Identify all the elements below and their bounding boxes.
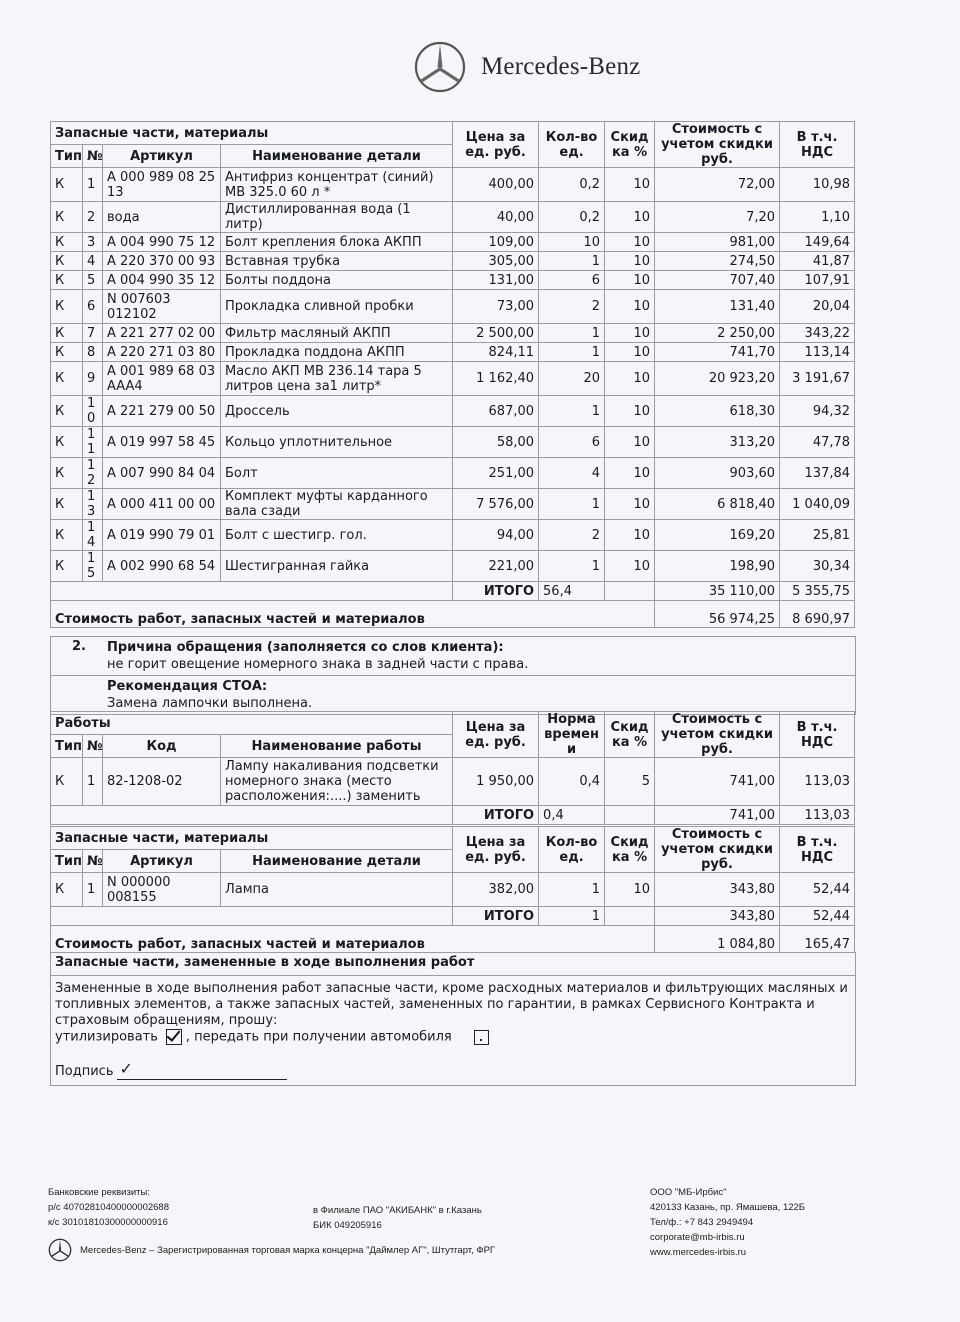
cell-cost: 2 250,00 (655, 324, 780, 343)
table-row (51, 290, 855, 324)
cell-vat: 113,14 (780, 343, 855, 362)
col-vat: В т.ч. НДС (780, 122, 855, 168)
bank-account: р/с 40702810400000002688 (48, 1202, 169, 1213)
parts2-col-type: Тип (51, 850, 83, 873)
cell-type: К (51, 271, 83, 290)
parts-table (50, 121, 855, 628)
table-row (51, 343, 855, 362)
cell-vat: 20,04 (780, 290, 855, 324)
bank-branch-block (313, 1203, 482, 1233)
cell-no: 5 (83, 271, 103, 290)
cell-no: 1 (83, 873, 103, 907)
option-dispose-label: утилизировать (55, 1029, 158, 1045)
cell-name: Антифриз концентрат (синий) MB 325.0 60 л * (221, 168, 453, 202)
signature-field[interactable] (117, 1058, 287, 1080)
grand-total-vat-2: 165,47 (780, 926, 855, 953)
cell-cost: 6 818,40 (655, 489, 780, 520)
cell-qty: 20 (539, 362, 605, 396)
cell-name: Болты поддона (221, 271, 453, 290)
cell-article: A 221 277 02 00 (103, 324, 221, 343)
cell-vat: 10,98 (780, 168, 855, 202)
cell-vat: 30,34 (780, 551, 855, 582)
works-total-cost: 741,00 (655, 806, 780, 825)
mercedes-star-icon (413, 40, 467, 94)
cell-article: A 007 990 84 04 (103, 458, 221, 489)
works-col-no: № (83, 735, 103, 758)
works-row (51, 758, 855, 806)
cell-no: 6 (83, 290, 103, 324)
cell-vat: 94,32 (780, 396, 855, 427)
parts2-col-price: Цена за ед. руб. (453, 827, 539, 873)
table-row (51, 324, 855, 343)
company-email[interactable]: corporate@mb-irbis.ru (650, 1232, 745, 1243)
cell-discount: 10 (605, 489, 655, 520)
cell-vat: 3 191,67 (780, 362, 855, 396)
col-no: № (83, 145, 103, 168)
cell-article: A 000 411 00 00 (103, 489, 221, 520)
cell-cost: 274,50 (655, 252, 780, 271)
parts2-col-vat: В т.ч. НДС (780, 827, 855, 873)
works-total-vat: 113,03 (780, 806, 855, 825)
cell-type: К (51, 202, 83, 233)
cell-qty: 1 (539, 343, 605, 362)
cell-no: 1 3 (83, 489, 103, 520)
recommendation-text: Замена лампочки выполнена. (107, 696, 313, 711)
cell-type: К (51, 427, 83, 458)
total-qty: 56,4 (539, 582, 605, 601)
works-total-label: ИТОГО (453, 806, 539, 825)
cell-article: A 002 990 68 54 (103, 551, 221, 582)
cell-price: 1 950,00 (453, 758, 539, 806)
cell-discount: 10 (605, 233, 655, 252)
cell-type: К (51, 343, 83, 362)
total-label: ИТОГО (453, 582, 539, 601)
header-logo (413, 40, 640, 94)
cell-name: Дистиллированная вода (1 литр) (221, 202, 453, 233)
cell-qty: 1 (539, 489, 605, 520)
cell-cost: 981,00 (655, 233, 780, 252)
cell-no: 3 (83, 233, 103, 252)
parts-table-2 (50, 826, 855, 953)
cell-name: Фильтр масляный АКПП (221, 324, 453, 343)
cell-price: 94,00 (453, 520, 539, 551)
grand-total-label: Стоимость работ, запасных частей и материалов (51, 601, 655, 628)
works-col-norm: Норма времен и (539, 712, 605, 758)
company-address: 420133 Казань, пр. Ямашева, 122Б (650, 1202, 806, 1213)
table-row (51, 168, 855, 202)
parts-section-title: Запасные части, материалы (51, 122, 453, 145)
total-vat: 5 355,75 (780, 582, 855, 601)
cell-type: К (51, 233, 83, 252)
works-table (50, 711, 855, 825)
cell-price: 2 500,00 (453, 324, 539, 343)
service-request-block (50, 636, 856, 715)
parts2-col-cost: Стоимость с учетом скидки руб. (655, 827, 780, 873)
signature-row (55, 1058, 851, 1080)
cell-price: 400,00 (453, 168, 539, 202)
bank-bik: БИК 049205916 (313, 1220, 382, 1231)
cell-name: Лампу накаливания подсветки номерного знака (место расположения:....) заменить (221, 758, 453, 806)
cell-price: 109,00 (453, 233, 539, 252)
cell-no: 1 (83, 168, 103, 202)
dispose-checkbox[interactable] (166, 1029, 182, 1045)
works-col-vat: В т.ч. НДС (780, 712, 855, 758)
cell-type: К (51, 873, 83, 907)
company-details (650, 1185, 805, 1260)
cell-no: 4 (83, 252, 103, 271)
option-return-label: , передать при получении автомобиля (185, 1029, 452, 1045)
cell-qty: 2 (539, 290, 605, 324)
cell-discount: 10 (605, 396, 655, 427)
cell-type: К (51, 324, 83, 343)
cell-name: Масло АКП MB 236.14 тара 5 литров цена за1 литр* (221, 362, 453, 396)
cell-qty: 1 (539, 396, 605, 427)
cell-qty: 0,2 (539, 202, 605, 233)
works-col-name: Наименование работы (221, 735, 453, 758)
cell-price: 73,00 (453, 290, 539, 324)
cell-vat: 149,64 (780, 233, 855, 252)
cell-name: Дроссель (221, 396, 453, 427)
grand-total-cost: 56 974,25 (655, 601, 780, 628)
cell-type: К (51, 458, 83, 489)
table-row (51, 427, 855, 458)
cell-discount: 10 (605, 520, 655, 551)
replaced-parts-options (55, 1029, 851, 1046)
cell-cost: 903,60 (655, 458, 780, 489)
parts2-col-discount: Скид ка % (605, 827, 655, 873)
cell-cost: 198,90 (655, 551, 780, 582)
cell-code: 82-1208-02 (103, 758, 221, 806)
signature-mark-icon: ✓ (119, 1058, 133, 1078)
cell-qty: 6 (539, 271, 605, 290)
replaced-parts-block (50, 952, 856, 1086)
table-row (51, 202, 855, 233)
recommendation-label: Рекомендация СТОА: (107, 679, 268, 694)
cell-discount: 10 (605, 458, 655, 489)
company-website[interactable]: www.mercedes-irbis.ru (650, 1247, 747, 1258)
cell-article: A 004 990 35 12 (103, 271, 221, 290)
parts2-section-title: Запасные части, материалы (51, 827, 453, 850)
cell-no: 1 0 (83, 396, 103, 427)
cell-article: A 221 279 00 50 (103, 396, 221, 427)
table-row (51, 551, 855, 582)
cell-price: 687,00 (453, 396, 539, 427)
reason-text: не горит овещение номерного знака в задней части с права. (107, 657, 529, 672)
cell-name: Прокладка сливной пробки (221, 290, 453, 324)
signature-label: Подпись (55, 1063, 114, 1079)
cell-article: A 004 990 75 12 (103, 233, 221, 252)
cell-vat: 47,78 (780, 427, 855, 458)
cell-vat: 52,44 (780, 873, 855, 907)
cell-type: К (51, 168, 83, 202)
cell-discount: 10 (605, 362, 655, 396)
cell-name: Вставная трубка (221, 252, 453, 271)
cell-no: 9 (83, 362, 103, 396)
col-discount: Скид ка % (605, 122, 655, 168)
cell-qty: 4 (539, 458, 605, 489)
grand-total-label-2: Стоимость работ, запасных частей и материалов (51, 926, 655, 953)
cell-type: К (51, 520, 83, 551)
cell-cost: 20 923,20 (655, 362, 780, 396)
cell-cost: 618,30 (655, 396, 780, 427)
works-section-title: Работы (51, 712, 453, 735)
cell-discount: 10 (605, 202, 655, 233)
bank-details (48, 1185, 169, 1230)
table-row (51, 458, 855, 489)
cell-type: К (51, 758, 83, 806)
reason-label: Причина обращения (заполняется со слов клиента): (107, 640, 504, 655)
cell-no: 1 2 (83, 458, 103, 489)
cell-price: 7 576,00 (453, 489, 539, 520)
cell-price: 40,00 (453, 202, 539, 233)
cell-price: 382,00 (453, 873, 539, 907)
parts2-total-vat: 52,44 (780, 907, 855, 926)
col-type: Тип (51, 145, 83, 168)
cell-article: A 220 370 00 93 (103, 252, 221, 271)
parts2-total-qty: 1 (539, 907, 605, 926)
cell-discount: 10 (605, 290, 655, 324)
cell-vat: 113,03 (780, 758, 855, 806)
bank-title: Банковские реквизиты: (48, 1187, 150, 1198)
cell-cost: 741,70 (655, 343, 780, 362)
cell-cost: 169,20 (655, 520, 780, 551)
cell-vat: 343,22 (780, 324, 855, 343)
col-qty: Кол-во ед. (539, 122, 605, 168)
table-row (51, 252, 855, 271)
cell-article: A 001 989 68 03 AAA4 (103, 362, 221, 396)
cell-vat: 1 040,09 (780, 489, 855, 520)
bank-branch: в Филиале ПАО "АКИБАНК" в г.Казань (313, 1205, 482, 1216)
cell-cost: 131,40 (655, 290, 780, 324)
cell-price: 131,00 (453, 271, 539, 290)
cell-price: 251,00 (453, 458, 539, 489)
total-cost: 35 110,00 (655, 582, 780, 601)
cell-discount: 10 (605, 252, 655, 271)
parts2-total-label: ИТОГО (453, 907, 539, 926)
cell-discount: 10 (605, 271, 655, 290)
table-row (51, 520, 855, 551)
cell-cost: 7,20 (655, 202, 780, 233)
cell-article: A 019 990 79 01 (103, 520, 221, 551)
cell-name: Кольцо уплотнительное (221, 427, 453, 458)
table-row (51, 396, 855, 427)
cell-discount: 10 (605, 873, 655, 907)
table-row (51, 233, 855, 252)
cell-type: К (51, 290, 83, 324)
parts2-row (51, 873, 855, 907)
parts2-col-qty: Кол-во ед. (539, 827, 605, 873)
replaced-parts-text: Замененные в ходе выполнения работ запасные части, кроме расходных материалов и фильтрующих масляных и топливных элементов, а также запасных частей, замененных по гарантии, в рамках Сервисного Контракта и страховым обращениям, прошу: (55, 981, 848, 1028)
cell-discount: 10 (605, 168, 655, 202)
cell-article: A 000 989 08 25 13 (103, 168, 221, 202)
cell-no: 2 (83, 202, 103, 233)
cell-price: 58,00 (453, 427, 539, 458)
replaced-parts-title: Запасные части, замененные в ходе выполнения работ (51, 953, 855, 976)
cell-name: Комплект муфты карданного вала сзади (221, 489, 453, 520)
cell-cost: 72,00 (655, 168, 780, 202)
cell-qty: 1 (539, 551, 605, 582)
company-phone: Тел/ф.: +7 843 2949494 (650, 1217, 754, 1228)
cell-no: 1 (83, 758, 103, 806)
cell-no: 1 1 (83, 427, 103, 458)
cell-article: A 220 271 03 80 (103, 343, 221, 362)
cell-price: 305,00 (453, 252, 539, 271)
company-name: ООО "МБ-Ирбис" (650, 1187, 727, 1198)
works-col-price: Цена за ед. руб. (453, 712, 539, 758)
cell-qty: 1 (539, 324, 605, 343)
brand-name: Mercedes-Benz (481, 53, 641, 80)
works-total-norm: 0,4 (539, 806, 605, 825)
trademark-note (48, 1238, 495, 1262)
table-row (51, 271, 855, 290)
cell-type: К (51, 252, 83, 271)
cell-discount: 5 (605, 758, 655, 806)
cell-vat: 1,10 (780, 202, 855, 233)
parts2-total-cost: 343,80 (655, 907, 780, 926)
cell-cost: 313,20 (655, 427, 780, 458)
cell-no: 7 (83, 324, 103, 343)
cell-name: Болт крепления блока АКПП (221, 233, 453, 252)
cell-qty: 1 (539, 873, 605, 907)
works-col-cost: Стоимость с учетом скидки руб. (655, 712, 780, 758)
cell-type: К (51, 489, 83, 520)
col-cost: Стоимость с учетом скидки руб. (655, 122, 780, 168)
cell-vat: 25,81 (780, 520, 855, 551)
cell-no: 1 5 (83, 551, 103, 582)
table-row (51, 489, 855, 520)
return-checkbox[interactable] (474, 1030, 489, 1045)
parts2-col-article: Артикул (103, 850, 221, 873)
cell-article: A 019 997 58 45 (103, 427, 221, 458)
cell-vat: 107,91 (780, 271, 855, 290)
cell-type: К (51, 551, 83, 582)
cell-article: N 000000 008155 (103, 873, 221, 907)
parts2-col-name: Наименование детали (221, 850, 453, 873)
cell-qty: 1 (539, 252, 605, 271)
grand-total-cost-2: 1 084,80 (655, 926, 780, 953)
cell-discount: 10 (605, 427, 655, 458)
cell-cost: 343,80 (655, 873, 780, 907)
table-row (51, 362, 855, 396)
cell-price: 221,00 (453, 551, 539, 582)
cell-type: К (51, 362, 83, 396)
cell-vat: 41,87 (780, 252, 855, 271)
cell-qty: 2 (539, 520, 605, 551)
cell-price: 1 162,40 (453, 362, 539, 396)
corr-account: к/с 30101810300000000916 (48, 1217, 168, 1228)
cell-no: 8 (83, 343, 103, 362)
parts2-col-no: № (83, 850, 103, 873)
cell-qty: 10 (539, 233, 605, 252)
cell-cost: 741,00 (655, 758, 780, 806)
cell-cost: 707,40 (655, 271, 780, 290)
col-article: Артикул (103, 145, 221, 168)
mercedes-star-icon (48, 1238, 72, 1262)
works-col-discount: Скид ка % (605, 712, 655, 758)
cell-name: Шестигранная гайка (221, 551, 453, 582)
cell-discount: 10 (605, 343, 655, 362)
col-name: Наименование детали (221, 145, 453, 168)
cell-name: Прокладка поддона АКПП (221, 343, 453, 362)
cell-article: вода (103, 202, 221, 233)
trademark-text: Mercedes-Benz – Зарегистрированная торговая марка концерна "Даймлер АГ", Штутгарт, ФРГ (80, 1244, 496, 1256)
cell-qty: 6 (539, 427, 605, 458)
cell-name: Болт с шестигр. гол. (221, 520, 453, 551)
cell-article: N 007603 012102 (103, 290, 221, 324)
col-price: Цена за ед. руб. (453, 122, 539, 168)
section-number: 2. (72, 639, 86, 654)
cell-vat: 137,84 (780, 458, 855, 489)
cell-norm: 0,4 (539, 758, 605, 806)
works-col-type: Тип (51, 735, 83, 758)
grand-total-vat: 8 690,97 (780, 601, 855, 628)
cell-type: К (51, 396, 83, 427)
cell-discount: 10 (605, 551, 655, 582)
cell-price: 824,11 (453, 343, 539, 362)
works-col-code: Код (103, 735, 221, 758)
cell-discount: 10 (605, 324, 655, 343)
cell-no: 1 4 (83, 520, 103, 551)
cell-qty: 0,2 (539, 168, 605, 202)
cell-name: Болт (221, 458, 453, 489)
cell-name: Лампа (221, 873, 453, 907)
